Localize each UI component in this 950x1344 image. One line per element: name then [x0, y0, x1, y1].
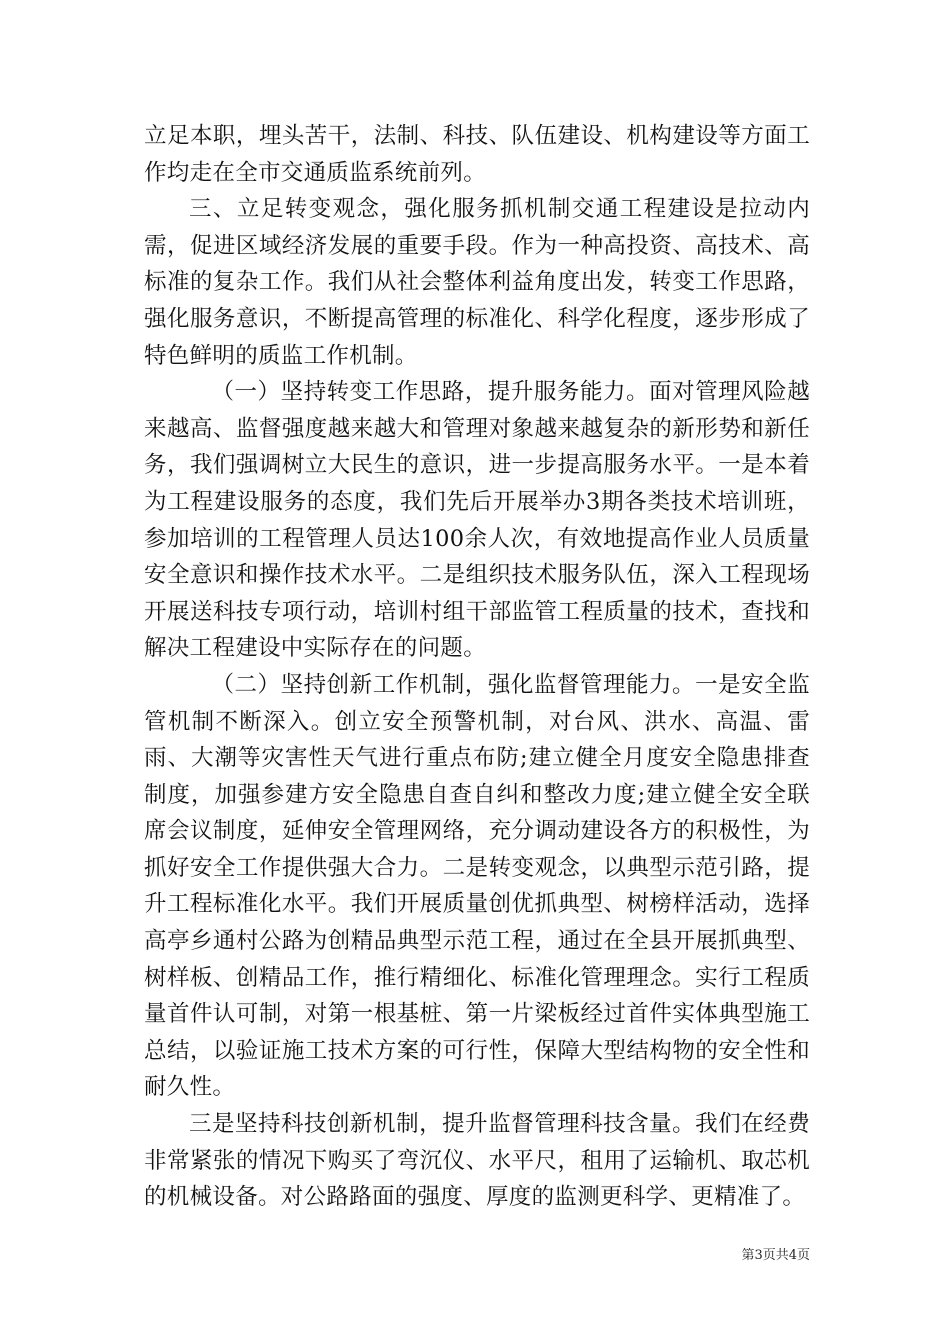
paragraph-section-three: 三、立足转变观念，强化服务抓机制交通工程建设是拉动内需，促进区域经济发展的重要手段。作为一种高投资、高技术、高标准的复杂工作。我们从社会整体利益角度出发，转变工作思路，强化服务意识，不断提高管理的标准化、科学化程度，逐步形成了特色鲜明的质监工作机制。: [144, 196, 810, 369]
document-body: [144, 118, 810, 1216]
paragraph-item-two: （二）坚持创新工作机制，强化监督管理能力。一是安全监管机制不断深入。创立安全预警机制，对台风、洪水、高温、雷雨、大潮等灾害性天气进行重点布防;建立健全月度安全隐患排查制度，加强参建方安全隐患自查自纠和整改力度;建立健全安全联席会议制度，延伸安全管理网络，充分调动建设各方的积极性，为抓好安全工作提供强大合力。二是转变观念，以典型示范引路，提升工程标准化水平。我们开展质量创优抓典型、树榜样活动，选择高亭乡通村公路为创精品典型示范工程，通过在全县开展抓典型、树样板、创精品工作，推行精细化、标准化管理理念。实行工程质量首件认可制，对第一根基桩、第一片梁板经过首件实体典型施工总结，以验证施工技术方案的可行性，保障大型结构物的安全性和耐久性。: [144, 671, 810, 1101]
paragraph-item-three: 三是坚持科技创新机制，提升监督管理科技含量。我们在经费非常紧张的情况下购买了弯沉仪、水平尺，租用了运输机、取芯机的机械设备。对公路路面的强度、厚度的监测更科学、更精准了。: [144, 1111, 810, 1211]
paragraph-item-one: （一）坚持转变工作思路，提升服务能力。面对管理风险越来越高、监督强度越来越大和管理对象越来越复杂的新形势和新任务，我们强调树立大民生的意识，进一步提高服务水平。一是本着为工程建设服务的态度，我们先后开展举办3期各类技术培训班，参加培训的工程管理人员达100余人次，有效地提高作业人员质量安全意识和操作技术水平。二是组织技术服务队伍，深入工程现场开展送科技专项行动，培训村组干部监管工程质量的技术，查找和解决工程建设中实际存在的问题。: [144, 379, 810, 662]
page-number-footer: 第3页共4页: [741, 1248, 810, 1263]
paragraph-intro: 立足本职，埋头苦干，法制、科技、队伍建设、机构建设等方面工作均走在全市交通质监系统前列。: [144, 123, 810, 186]
